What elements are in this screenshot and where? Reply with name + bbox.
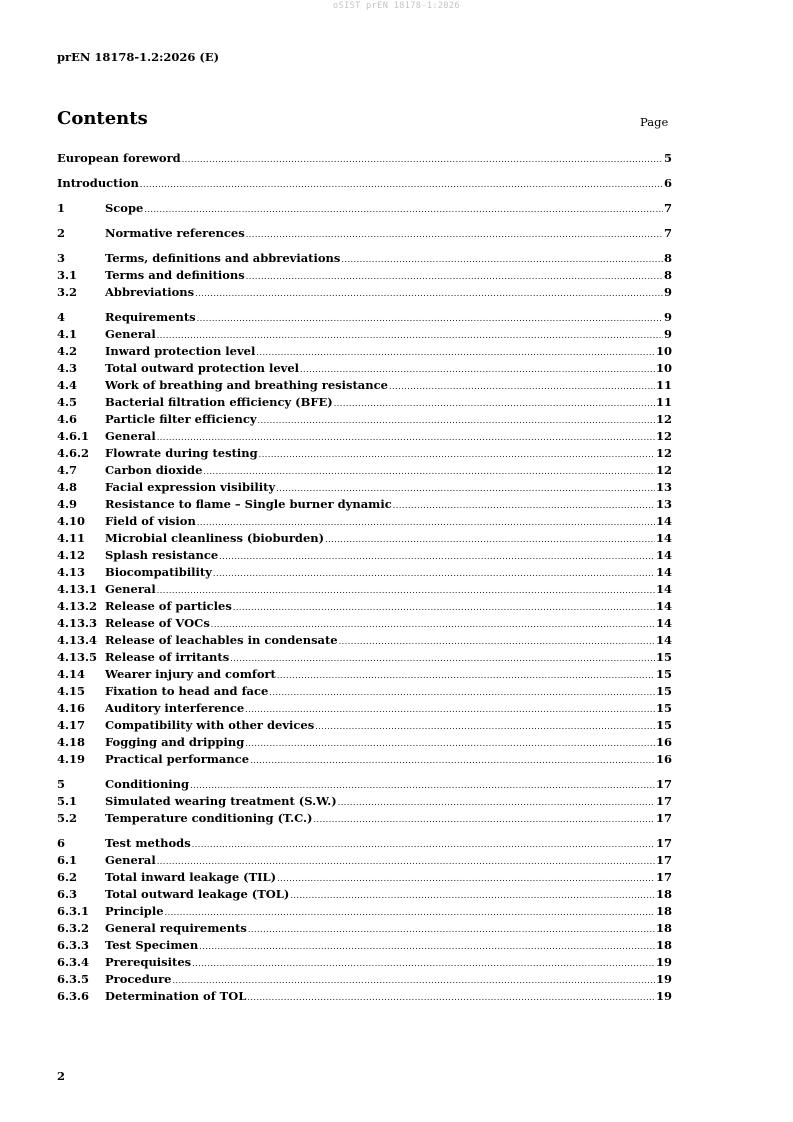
toc-entry-line: [105, 937, 672, 955]
toc-entry[interactable]: [57, 411, 672, 428]
toc-entry-title: Field of vision: [105, 514, 196, 528]
toc-entry-page: 17: [655, 853, 672, 867]
toc-entry-page: 11: [655, 395, 672, 409]
toc-entry-page: 9: [663, 310, 672, 324]
toc-entry-page: 18: [655, 904, 672, 918]
toc-entry-line: [105, 411, 672, 429]
document-id: prEN 18178-1.2:2026 (E): [57, 50, 220, 64]
toc-entry-line: [105, 200, 672, 218]
toc-dot-leader: [277, 870, 655, 887]
toc-entry-number: 6.3.4: [57, 955, 90, 969]
toc-entry-line: [105, 666, 672, 684]
toc-dot-leader: [182, 151, 663, 168]
toc-dot-leader: [334, 395, 655, 412]
toc-entry-title: Abbreviations: [105, 285, 195, 299]
toc-entry-title: General: [105, 327, 156, 341]
toc-entry-title: Resistance to flame – Single burner dynamic: [105, 497, 392, 511]
toc-entry-number: 6.3: [57, 887, 78, 901]
toc-entry-page: 13: [655, 497, 672, 511]
toc-entry-line: [105, 547, 672, 565]
toc-entry-line: [105, 479, 672, 497]
toc-dot-leader: [157, 327, 663, 344]
toc-entry[interactable]: [57, 954, 672, 971]
toc-entry-page: 6: [663, 176, 672, 190]
toc-entry-line: [105, 343, 672, 361]
toc-dot-leader: [250, 752, 655, 769]
toc-entry[interactable]: [57, 326, 672, 343]
toc-entry[interactable]: [57, 666, 672, 683]
toc-entry-line: [105, 869, 672, 887]
toc-entry-line: [57, 175, 672, 193]
toc-entry-page: 15: [655, 718, 672, 732]
toc-entry-page: 18: [655, 887, 672, 901]
toc-entry-number: 4.13.5: [57, 650, 98, 664]
toc-entry[interactable]: [57, 343, 672, 360]
toc-entry-page: 15: [655, 701, 672, 715]
toc-entry-number: 4.13: [57, 565, 86, 579]
toc-entry-line: [105, 700, 672, 718]
toc-entry-page: 14: [655, 633, 672, 647]
toc-entry-number: 3.2: [57, 285, 78, 299]
toc-entry-number: 4.2: [57, 344, 78, 358]
toc-entry-number: 5: [57, 777, 66, 791]
toc-dot-leader: [197, 310, 663, 327]
toc-entry-line: [105, 683, 672, 701]
toc-dot-leader: [393, 497, 655, 514]
toc-entry-line: [105, 360, 672, 378]
toc-entry[interactable]: [57, 496, 672, 513]
toc-entry-title: General: [105, 582, 156, 596]
toc-entry-page: 17: [655, 811, 672, 825]
toc-dot-leader: [197, 514, 655, 531]
toc-entry-number: 5.2: [57, 811, 78, 825]
toc-entry[interactable]: [57, 309, 672, 326]
toc-dot-leader: [276, 480, 655, 497]
toc-dot-leader: [172, 972, 655, 989]
toc-entry-page: 16: [655, 752, 672, 766]
toc-entry-page: 8: [663, 251, 672, 265]
toc-dot-leader: [213, 565, 655, 582]
toc-entry-title: Facial expression visibility: [105, 480, 276, 494]
toc-entry-number: 4.18: [57, 735, 86, 749]
page-column-heading: Page: [640, 115, 669, 129]
toc-entry-line: [105, 225, 672, 243]
toc-entry-line: [105, 496, 672, 514]
toc-entry-title: General requirements: [105, 921, 247, 935]
toc-entry-number: 4.4: [57, 378, 78, 392]
toc-dot-leader: [325, 531, 655, 548]
toc-entry-title: Splash resistance: [105, 548, 219, 562]
toc-entry-title: Practical performance: [105, 752, 250, 766]
toc-entry-title: Auditory interference: [105, 701, 245, 715]
toc-entry[interactable]: [57, 564, 672, 581]
toc-entry-number: 4.8: [57, 480, 78, 494]
toc-entry-page: 8: [663, 268, 672, 282]
toc-entry-page: 19: [655, 972, 672, 986]
toc-entry-number: 4.13.3: [57, 616, 98, 630]
toc-entry-line: [105, 513, 672, 531]
toc-dot-leader: [338, 794, 655, 811]
toc-entry-number: 6.2: [57, 870, 78, 884]
toc-entry-line: [105, 793, 672, 811]
toc-entry-title: Fogging and dripping: [105, 735, 245, 749]
toc-entry-page: 15: [655, 667, 672, 681]
toc-entry-number: 3: [57, 251, 66, 265]
toc-entry-page: 19: [655, 989, 672, 1003]
toc-entry-title: Flowrate during testing: [105, 446, 258, 460]
toc-entry-line: [105, 445, 672, 463]
toc-entry-page: 12: [655, 412, 672, 426]
toc-entry-number: 4.1: [57, 327, 78, 341]
toc-dot-leader: [233, 599, 655, 616]
toc-dot-leader: [259, 446, 655, 463]
toc-dot-leader: [195, 285, 663, 302]
toc-entry-title: Test methods: [105, 836, 191, 850]
toc-entry-line: [105, 581, 672, 599]
toc-entry-number: 1: [57, 201, 66, 215]
toc-entry-title: Compatibility with other devices: [105, 718, 315, 732]
toc-dot-leader: [203, 463, 655, 480]
toc-entry[interactable]: [57, 547, 672, 564]
toc-entry-page: 14: [655, 514, 672, 528]
toc-dot-leader: [269, 684, 655, 701]
toc-entry-page: 14: [655, 582, 672, 596]
toc-entry-page: 12: [655, 429, 672, 443]
toc-entry-number: 4.3: [57, 361, 78, 375]
toc-entry-title: Determination of TOL: [105, 989, 247, 1003]
toc-entry-page: 14: [655, 565, 672, 579]
toc-entry-line: [105, 852, 672, 870]
toc-entry[interactable]: [57, 988, 672, 1005]
toc-dot-leader: [246, 226, 663, 243]
toc-entry-line: [105, 903, 672, 921]
toc-entry-number: 4.19: [57, 752, 86, 766]
toc-entry-line: [105, 920, 672, 938]
toc-entry[interactable]: [57, 445, 672, 462]
toc-entry-line: [105, 649, 672, 667]
toc-entry-title: Release of particles: [105, 599, 232, 613]
toc-entry-title: Wearer injury and comfort: [105, 667, 276, 681]
toc-entry-page: 11: [655, 378, 672, 392]
toc-entry[interactable]: [57, 649, 672, 666]
toc-dot-leader: [211, 616, 655, 633]
toc-entry-number: 4.12: [57, 548, 86, 562]
toc-dot-leader: [248, 921, 655, 938]
toc-entry-page: 12: [655, 446, 672, 460]
toc-entry-number: 6.3.5: [57, 972, 90, 986]
toc-dot-leader: [258, 412, 655, 429]
toc-entry[interactable]: [57, 937, 672, 954]
toc-entry-title: Normative references: [105, 226, 245, 240]
toc-entry-title: General: [105, 853, 156, 867]
toc-entry-title: Terms and definitions: [105, 268, 245, 282]
toc-entry-line: [105, 751, 672, 769]
toc-entry-line: [105, 615, 672, 633]
toc-entry-number: 4: [57, 310, 66, 324]
toc-entry-line: [105, 284, 672, 302]
toc-entry-page: 18: [655, 921, 672, 935]
toc-entry-page: 17: [655, 836, 672, 850]
toc-entry-number: 4.9: [57, 497, 78, 511]
toc-entry-title: Fixation to head and face: [105, 684, 269, 698]
toc-entry-title: Bacterial filtration efficiency (BFE): [105, 395, 333, 409]
toc-entry-page: 7: [663, 226, 672, 240]
toc-entry-page: 9: [663, 285, 672, 299]
toc-entry[interactable]: [57, 513, 672, 530]
toc-entry-page: 5: [663, 151, 672, 165]
toc-entry-title: Introduction: [57, 176, 139, 190]
toc-entry[interactable]: [57, 920, 672, 937]
toc-entry[interactable]: [57, 810, 672, 827]
toc-entry[interactable]: [57, 615, 672, 632]
toc-entry-page: 15: [655, 684, 672, 698]
toc-entry-line: [105, 428, 672, 446]
toc-entry-page: 14: [655, 616, 672, 630]
toc-entry-page: 18: [655, 938, 672, 952]
toc-entry-page: 17: [655, 777, 672, 791]
toc-entry[interactable]: [57, 394, 672, 411]
toc-entry[interactable]: [57, 284, 672, 301]
toc-dot-leader: [157, 582, 655, 599]
toc-entry-title: Biocompatibility: [105, 565, 212, 579]
page-number: 2: [57, 1069, 66, 1083]
toc-entry-title: Total inward leakage (TIL): [105, 870, 277, 884]
toc-entry-number: 6.3.3: [57, 938, 90, 952]
toc-dot-leader: [190, 777, 655, 794]
toc-entry-number: 6.1: [57, 853, 78, 867]
toc-entry-line: [105, 971, 672, 989]
toc-entry-title: European foreword: [57, 151, 181, 165]
toc-entry-line: [105, 954, 672, 972]
toc-entry-number: 3.1: [57, 268, 78, 282]
toc-entry[interactable]: [57, 598, 672, 615]
toc-dot-leader: [192, 955, 655, 972]
toc-entry-number: 4.6: [57, 412, 78, 426]
toc-entry-line: [57, 150, 672, 168]
toc-entry-page: 14: [655, 531, 672, 545]
toc-entry-number: 6.3.2: [57, 921, 90, 935]
table-of-contents: [57, 150, 672, 1005]
toc-entry[interactable]: [57, 869, 672, 886]
toc-entry-page: 10: [655, 344, 672, 358]
toc-entry-title: Inward protection level: [105, 344, 256, 358]
toc-entry[interactable]: [57, 428, 672, 445]
toc-entry[interactable]: [57, 683, 672, 700]
toc-entry-title: Carbon dioxide: [105, 463, 203, 477]
toc-entry-line: [105, 835, 672, 853]
toc-entry-page: 9: [663, 327, 672, 341]
toc-dot-leader: [247, 989, 655, 1006]
toc-entry-line: [105, 267, 672, 285]
toc-entry-title: Scope: [105, 201, 144, 215]
toc-entry-page: 12: [655, 463, 672, 477]
toc-entry[interactable]: [57, 530, 672, 547]
toc-entry[interactable]: [57, 267, 672, 284]
toc-entry-title: Procedure: [105, 972, 172, 986]
toc-entry-title: Requirements: [105, 310, 196, 324]
toc-entry-number: 4.17: [57, 718, 86, 732]
toc-entry-title: Simulated wearing treatment (S.W.): [105, 794, 337, 808]
toc-entry-title: Microbial cleanliness (bioburden): [105, 531, 325, 545]
toc-entry[interactable]: [57, 632, 672, 649]
toc-entry[interactable]: [57, 479, 672, 496]
toc-entry[interactable]: [57, 903, 672, 920]
toc-dot-leader: [140, 176, 663, 193]
toc-entry-page: 17: [655, 794, 672, 808]
toc-entry-number: 4.16: [57, 701, 86, 715]
toc-entry-number: 6.3.6: [57, 989, 90, 1003]
toc-entry[interactable]: [57, 581, 672, 598]
toc-entry-page: 15: [655, 650, 672, 664]
toc-entry-title: Release of leachables in condensate: [105, 633, 338, 647]
toc-entry-line: [105, 462, 672, 480]
toc-entry-line: [105, 326, 672, 344]
toc-entry[interactable]: [57, 250, 672, 267]
toc-entry-number: 4.7: [57, 463, 78, 477]
toc-dot-leader: [256, 344, 655, 361]
toc-entry-line: [105, 734, 672, 752]
toc-entry[interactable]: [57, 971, 672, 988]
watermark: oSIST prEN 18178-1:2026: [333, 1, 460, 11]
toc-dot-leader: [165, 904, 655, 921]
toc-entry-title: Work of breathing and breathing resistance: [105, 378, 388, 392]
toc-entry-page: 13: [655, 480, 672, 494]
toc-entry-number: 4.13.1: [57, 582, 98, 596]
toc-entry-title: Prerequisites: [105, 955, 192, 969]
toc-entry[interactable]: [57, 776, 672, 793]
toc-entry-title: Test Specimen: [105, 938, 199, 952]
toc-entry-page: 16: [655, 735, 672, 749]
toc-dot-leader: [277, 667, 655, 684]
toc-entry-title: General: [105, 429, 156, 443]
toc-dot-leader: [339, 633, 655, 650]
toc-entry-number: 4.6.2: [57, 446, 90, 460]
toc-entry[interactable]: [57, 360, 672, 377]
toc-entry[interactable]: [57, 886, 672, 903]
toc-entry-number: 4.6.1: [57, 429, 90, 443]
toc-entry-title: Principle: [105, 904, 164, 918]
toc-dot-leader: [144, 201, 663, 218]
toc-entry-page: 14: [655, 548, 672, 562]
toc-entry-title: Particle filter efficiency: [105, 412, 257, 426]
toc-dot-leader: [157, 429, 655, 446]
toc-entry-number: 2: [57, 226, 66, 240]
toc-entry-line: [105, 776, 672, 794]
page-title: Contents: [57, 108, 148, 129]
toc-dot-leader: [245, 735, 655, 752]
toc-dot-leader: [290, 887, 655, 904]
toc-entry-number: 4.14: [57, 667, 86, 681]
toc-entry-line: [105, 598, 672, 616]
toc-entry-line: [105, 988, 672, 1006]
toc-entry[interactable]: [57, 462, 672, 479]
toc-entry-page: 17: [655, 870, 672, 884]
toc-entry-line: [105, 632, 672, 650]
toc-entry[interactable]: [57, 225, 672, 242]
toc-entry-number: 6.3.1: [57, 904, 90, 918]
toc-entry-page: 19: [655, 955, 672, 969]
toc-entry-line: [105, 394, 672, 412]
toc-entry[interactable]: [57, 700, 672, 717]
toc-entry[interactable]: [57, 200, 672, 217]
toc-entry-title: Total outward leakage (TOL): [105, 887, 290, 901]
toc-dot-leader: [199, 938, 655, 955]
toc-entry[interactable]: [57, 150, 672, 167]
toc-dot-leader: [314, 811, 655, 828]
toc-dot-leader: [219, 548, 655, 565]
toc-entry[interactable]: [57, 852, 672, 869]
toc-entry[interactable]: [57, 734, 672, 751]
toc-dot-leader: [230, 650, 655, 667]
toc-entry-number: 4.10: [57, 514, 86, 528]
toc-entry-number: 4.11: [57, 531, 86, 545]
toc-entry-title: Release of irritants: [105, 650, 230, 664]
toc-entry-line: [105, 377, 672, 395]
toc-entry-number: 6: [57, 836, 66, 850]
toc-entry-title: Temperature conditioning (T.C.): [105, 811, 313, 825]
toc-entry[interactable]: [57, 175, 672, 192]
toc-entry-line: [105, 309, 672, 327]
toc-entry-number: 4.13.2: [57, 599, 98, 613]
toc-dot-leader: [246, 268, 663, 285]
toc-dot-leader: [315, 718, 655, 735]
toc-entry-page: 14: [655, 599, 672, 613]
toc-dot-leader: [192, 836, 655, 853]
toc-dot-leader: [341, 251, 663, 268]
toc-entry-number: 4.13.4: [57, 633, 98, 647]
toc-entry-number: 4.5: [57, 395, 78, 409]
toc-entry[interactable]: [57, 717, 672, 734]
toc-entry-number: 5.1: [57, 794, 78, 808]
toc-entry-line: [105, 717, 672, 735]
toc-entry[interactable]: [57, 793, 672, 810]
toc-entry-title: Release of VOCs: [105, 616, 210, 630]
toc-entry-number: 4.15: [57, 684, 86, 698]
toc-entry-line: [105, 564, 672, 582]
toc-entry[interactable]: [57, 751, 672, 768]
toc-dot-leader: [300, 361, 655, 378]
toc-entry[interactable]: [57, 835, 672, 852]
toc-entry-title: Terms, definitions and abbreviations: [105, 251, 341, 265]
toc-entry-line: [105, 530, 672, 548]
toc-dot-leader: [389, 378, 655, 395]
toc-entry-title: Conditioning: [105, 777, 190, 791]
toc-entry[interactable]: [57, 377, 672, 394]
toc-entry-title: Total outward protection level: [105, 361, 300, 375]
toc-entry-line: [105, 810, 672, 828]
toc-dot-leader: [245, 701, 655, 718]
toc-entry-page: 7: [663, 201, 672, 215]
toc-dot-leader: [157, 853, 655, 870]
toc-entry-line: [105, 886, 672, 904]
toc-entry-line: [105, 250, 672, 268]
toc-entry-page: 10: [655, 361, 672, 375]
